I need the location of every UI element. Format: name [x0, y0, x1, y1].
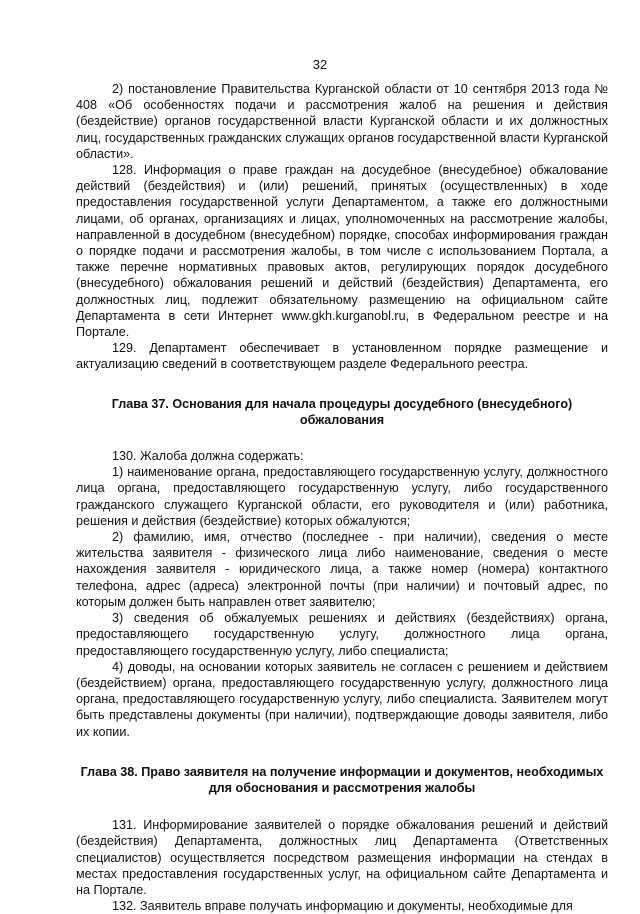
paragraph-129: 129. Департамент обеспечивает в установленном порядке размещение и актуализацию сведений в соответствующем разделе Федерального реестра. — [76, 341, 608, 372]
spacer — [76, 740, 608, 764]
spacer — [76, 428, 608, 448]
document-body — [76, 81, 608, 914]
list-item-1: 1) наименование органа, предоставляющего государственную услугу, должностного лица органа, предоставляющего государственную услугу, либо государственного гражданского служащего Курганской области, его руководителя и (или) работника, решения и действия (бездействие) которых обжалуются; — [76, 465, 608, 528]
page-number: 32 — [312, 57, 328, 72]
list-item-4: 4) доводы, на основании которых заявитель не согласен с решением и действием (бездействием) органа, предоставляющего государственную услугу, должностного лица органа, предоставляющего государственную услугу, либо специалиста. Заявителем могут быть представлены документы (при наличии), подтверждающие доводы заявителя, либо их копии. — [76, 659, 608, 739]
paragraph-131: 131. Информирование заявителей о порядке обжалования решений и действий (бездействия) Департамента, должностных лиц Департамента (Ответственных специалистов) осуществляется посредством размещения информации на стендах в местах предоставления государственных услуг, на официальном сайте Департамента и на Портале. — [76, 818, 608, 897]
paragraph-resolution-408: 2) постановление Правительства Курганской области от 10 сентября 2013 года № 408 «Об особенностях подачи и рассмотрения жалоб на решения и действия (бездействие) органов государственной власти Курганской области и их должностных лиц, государственных гражданских служащих органов государственной власти Курганской области». — [76, 82, 608, 161]
paragraph-128: 128. Информация о праве граждан на досудебное (внесудебное) обжалование действий (бездействия) и (или) решений, принятых (осуществленных) в ходе предоставления государственной услуги Департаментом, а также его должностными лицами, об органах, организациях и лицах, уполномоченных на рассмотрение жалобы, направленной в досудебном (внесудебном) порядке, способах информирования граждан о порядке подачи и рассмотрения жалобы, в том числе с использованием Портала, а также перечне нормативных правовых актов, регулирующих порядок досудебного (внесудебного) обжалования решений и действий (бездействия) Департамента, его должностных лиц, подлежит обязательному размещению на официальном сайте Департамента в сети Интернет www.gkh.kurganobl.ru, в Федеральном реестре и на Портале. — [76, 163, 608, 340]
paragraph-132: 132. Заявитель вправе получать информацию и документы, необходимые для — [112, 899, 573, 914]
paragraph-130: 130. Жалоба должна содержать: — [112, 449, 304, 464]
spacer — [76, 796, 608, 817]
list-item-3: 3) сведения об обжалуемых решениях и действиях (бездействиях) органа, предоставляющего государственную услугу, должностного лица органа, предоставляющего государственную услугу, либо специалиста; — [76, 611, 608, 658]
chapter-38-heading: Глава 38. Право заявителя на получение информации и документов, необходимых для обоснования и рассмотрения жалобы — [80, 764, 604, 795]
chapter-37-heading: Глава 37. Основания для начала процедуры досудебного (внесудебного) обжалования — [111, 396, 573, 427]
spacer — [76, 373, 608, 396]
list-item-2: 2) фамилию, имя, отчество (последнее - при наличии), сведения о месте жительства заявителя - физического лица либо наименование, сведения о месте нахождения заявителя - юридического лица, а также номер (номера) контактного телефона, адрес (адреса) электронной почты (при наличии) и почтовый адрес, по которым должен быть направлен ответ заявителю; — [76, 530, 608, 609]
